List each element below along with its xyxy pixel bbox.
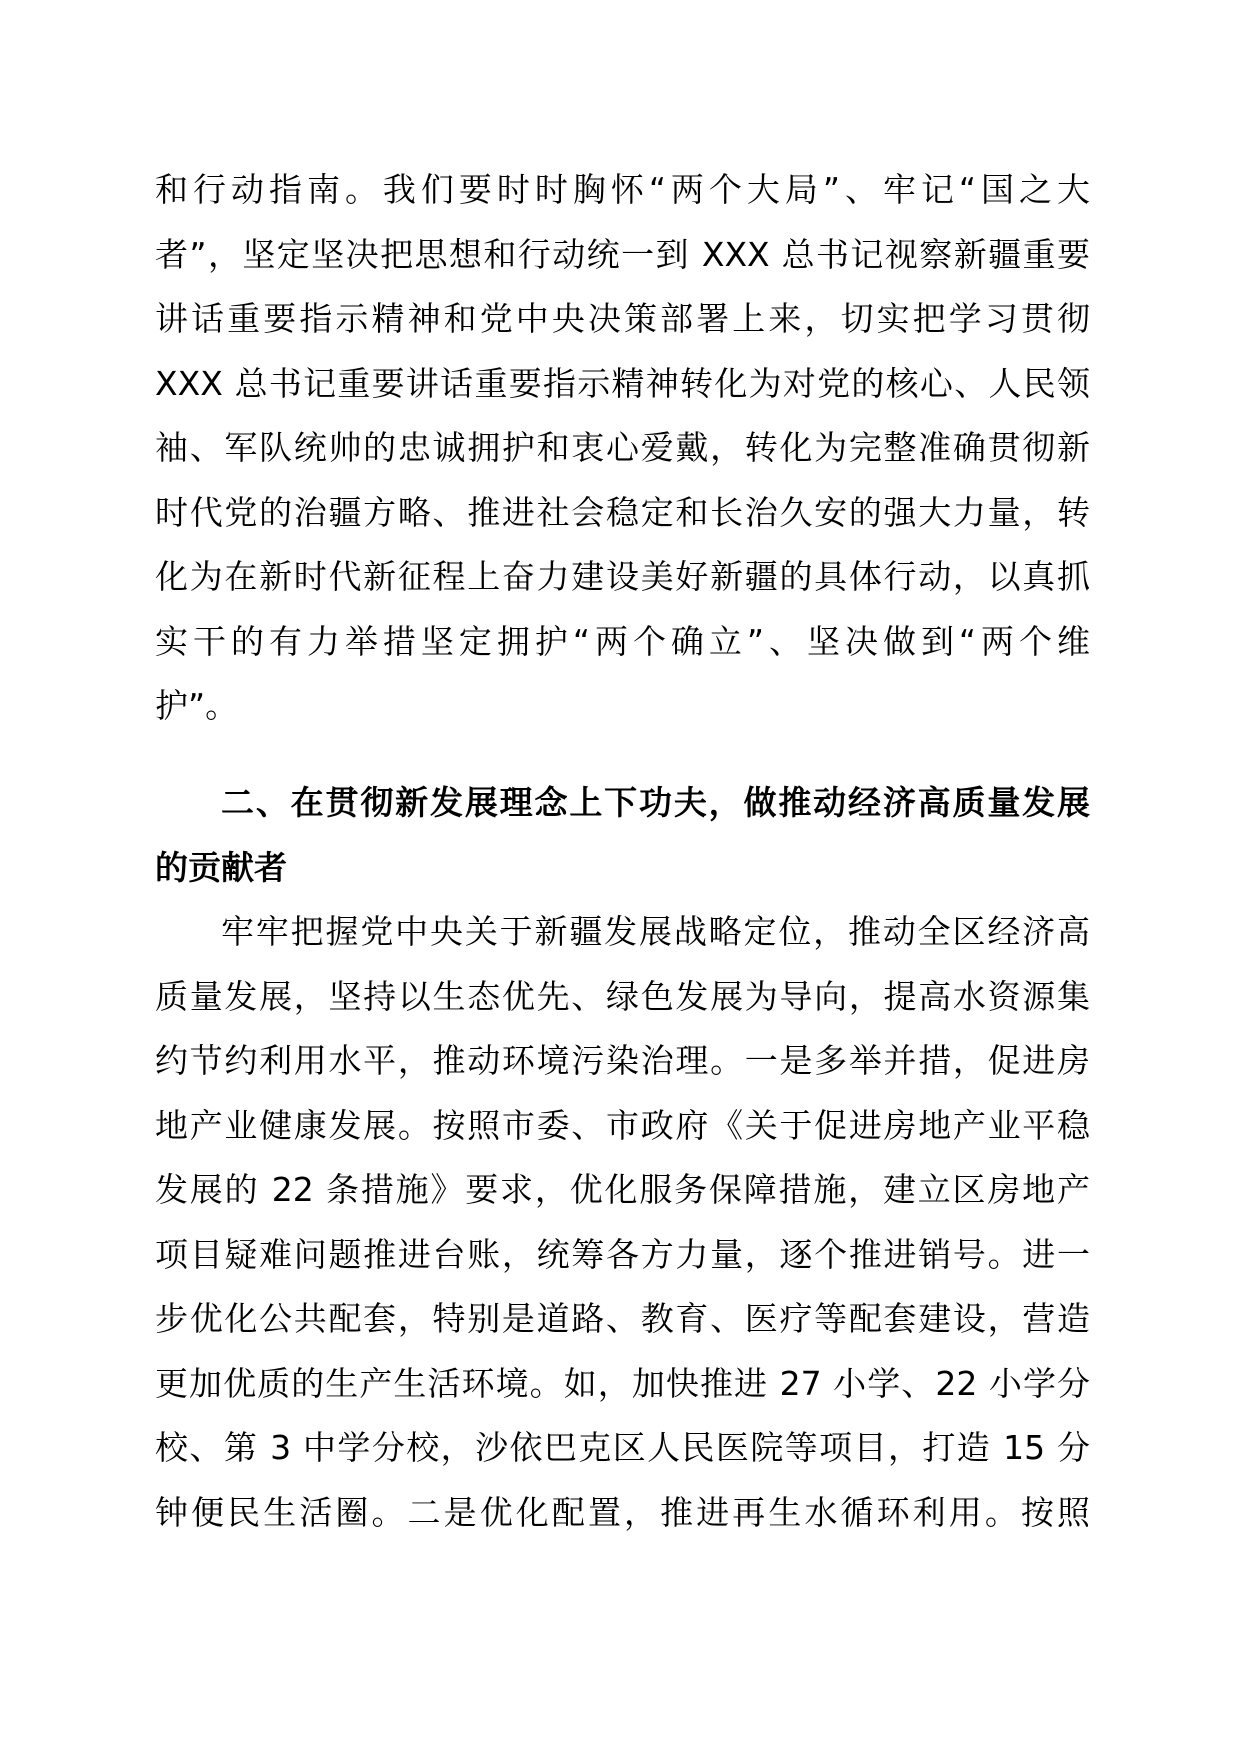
paragraph-2-line-8: 更加优质的生产生活环境。如，加快推进 27 小学、22 小学分 [155, 1363, 1090, 1403]
paragraph-1 [155, 158, 1090, 739]
paragraph-2-line-2: 质量发展，坚持以生态优先、绿色发展为导向，提高水资源集 [155, 976, 1090, 1016]
paragraph-1-line-8: 实干的有力举措坚定拥护“两个确立”、坚决做到“两个维 [155, 621, 1090, 661]
paragraph-2-line-9: 校、第 3 中学分校，沙依巴克区人民医院等项目，打造 15 分 [155, 1428, 1090, 1467]
paragraph-2-line-4: 地产业健康发展。按照市委、市政府《关于促进房地产业平稳 [155, 1105, 1090, 1145]
section-heading-line-2: 的贡献者 [155, 847, 287, 887]
paragraph-1-line-9: 护”。 [155, 686, 239, 725]
paragraph-2-line-7: 步优化公共配套，特别是道路、教育、医疗等配套建设，营造 [155, 1299, 1090, 1338]
paragraph-2-line-5: 发展的 22 条措施》要求，优化服务保障措施，建立区房地产 [155, 1170, 1090, 1209]
section-heading [155, 771, 1090, 900]
paragraph-1-line-3: 讲话重要指示精神和党中央决策部署上来，切实把学习贯彻 [155, 299, 1090, 338]
paragraph-2-line-1: 牢牢把握党中央关于新疆发展战略定位，推动全区经济高 [221, 912, 1090, 951]
section-heading-line-1: 二、在贯彻新发展理念上下功夫，做推动经济高质量发展 [221, 783, 1090, 822]
paragraph-1-line-4: XXX 总书记重要讲话重要指示精神转化为对党的核心、人民领 [155, 363, 1090, 403]
paragraph-1-line-2: 者”，坚定坚决把思想和行动统一到 XXX 总书记视察新疆重要 [155, 234, 1090, 274]
paragraph-2-line-6: 项目疑难问题推进台账，统筹各方力量，逐个推进销号。进一 [155, 1234, 1090, 1274]
paragraph-1-line-5: 袖、军队统帅的忠诚拥护和衷心爱戴，转化为完整准确贯彻新 [155, 428, 1090, 467]
paragraph-1-line-7: 化为在新时代新征程上奋力建设美好新疆的具体行动，以真抓 [155, 557, 1090, 596]
paragraph-1-line-1: 和行动指南。我们要时时胸怀“两个大局”、牢记“国之大 [155, 170, 1090, 209]
paragraph-1-line-6: 时代党的治疆方略、推进社会稳定和长治久安的强大力量，转 [155, 492, 1090, 532]
paragraph-2-line-3: 约节约利用水平，推动环境污染治理。一是多举并措，促进房 [155, 1041, 1090, 1080]
paragraph-2 [155, 900, 1090, 1545]
paragraph-2-line-10: 钟便民生活圈。二是优化配置，推进再生水循环利用。按照 [155, 1492, 1090, 1532]
